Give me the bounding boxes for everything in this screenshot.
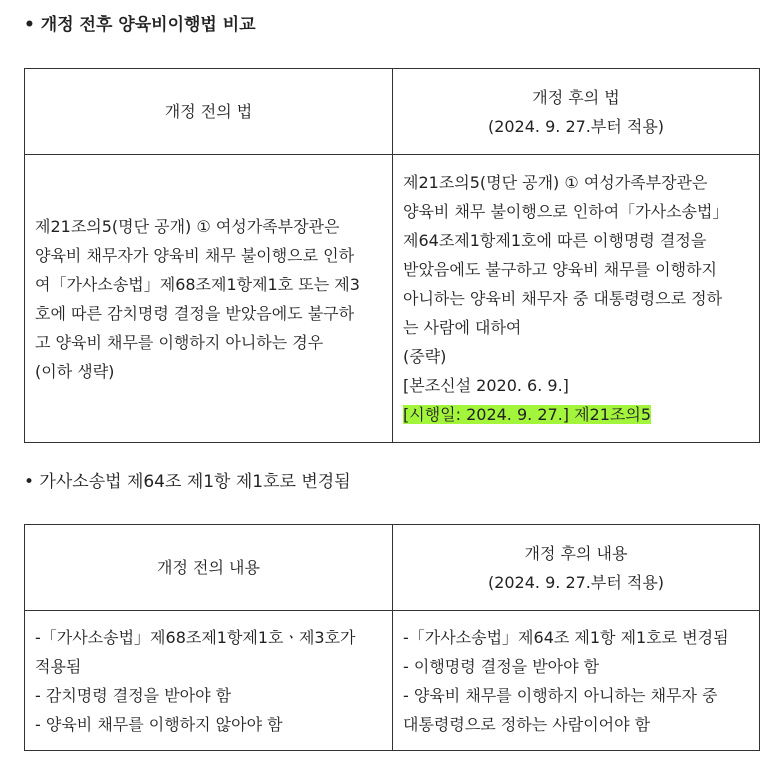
text-line: - 감치명령 결정을 받아야 함 bbox=[35, 685, 232, 705]
section-title-comparison: • 개정 전후 양육비이행법 비교 bbox=[24, 15, 256, 35]
header-before bbox=[25, 69, 393, 155]
after-content-text bbox=[393, 611, 760, 751]
before-law-text bbox=[25, 155, 393, 443]
text-line: 제21조의5(명단 공개) ① 여성가족부장관은 bbox=[403, 173, 708, 192]
effective-date-highlight: [시행일: 2024. 9. 27.] 제21조의5 bbox=[403, 405, 652, 424]
text-line: 적용됨 bbox=[35, 656, 82, 676]
content-comparison-table bbox=[24, 524, 760, 751]
text-line: 아니하는 양육비 채무자 중 대통령령으로 정하 bbox=[403, 289, 723, 308]
text-line: - 양육비 채무를 이행하지 아니하는 채무자 중 bbox=[403, 685, 718, 705]
text-line: 받았음에도 불구하고 양육비 채무를 이행하지 bbox=[403, 260, 718, 279]
header-after-date: (2024. 9. 27.부터 적용) bbox=[487, 116, 665, 136]
text-line: (이하 생략) bbox=[35, 361, 115, 381]
text-line: - 양육비 채무를 이행하지 않아야 함 bbox=[35, 714, 283, 734]
text-line: 호에 따른 감치명령 결정을 받았음에도 불구하 bbox=[35, 303, 355, 323]
table-row bbox=[25, 155, 760, 443]
header-before-label: 개정 전의 내용 bbox=[157, 558, 260, 577]
text-line: 양육비 채무자가 양육비 채무 불이행으로 인하 bbox=[35, 245, 355, 265]
text-line: 제21조의5(명단 공개) ① 여성가족부장관은 bbox=[35, 216, 340, 236]
text-line: -「가사소송법」제64조 제1항 제1호로 변경됨 bbox=[403, 627, 729, 647]
text-line: -「가사소송법」제68조제1항제1호ㆍ제3호가 bbox=[35, 627, 356, 647]
table-row bbox=[25, 611, 760, 751]
section-title-change: • 가사소송법 제64조 제1항 제1호로 변경됨 bbox=[24, 472, 351, 492]
after-law-text bbox=[393, 155, 760, 443]
table-header-row bbox=[25, 69, 760, 155]
header-after-date: (2024. 9. 27.부터 적용) bbox=[487, 572, 665, 592]
text-line: 대통령령으로 정하는 사람이어야 함 bbox=[403, 714, 651, 734]
text-line: 제64조제1항제1호에 따른 이행명령 결정을 bbox=[403, 231, 707, 250]
text-line: (중략) bbox=[403, 347, 447, 366]
text-line: [본조신설 2020. 6. 9.] bbox=[403, 376, 569, 395]
table-header-row bbox=[25, 525, 760, 611]
text-line: 고 양육비 채무를 이행하지 아니하는 경우 bbox=[35, 332, 324, 352]
header-after-label: 개정 후의 법 bbox=[532, 87, 620, 107]
header-before-label: 개정 전의 법 bbox=[164, 102, 253, 121]
header-after-label: 개정 후의 내용 bbox=[524, 543, 628, 563]
header-before bbox=[25, 525, 393, 611]
highlight-line bbox=[403, 400, 751, 429]
text-line: 는 사람에 대하여 bbox=[403, 318, 522, 337]
header-after bbox=[393, 69, 760, 155]
law-comparison-table bbox=[24, 68, 760, 443]
text-line: - 이행명령 결정을 받아야 함 bbox=[403, 656, 600, 676]
header-after bbox=[393, 525, 760, 611]
text-line: 양육비 채무 불이행으로 인하여「가사소송법」 bbox=[403, 202, 729, 221]
before-content-text bbox=[25, 611, 393, 751]
text-line: 여「가사소송법」제68조제1항제1호 또는 제3 bbox=[35, 274, 360, 294]
